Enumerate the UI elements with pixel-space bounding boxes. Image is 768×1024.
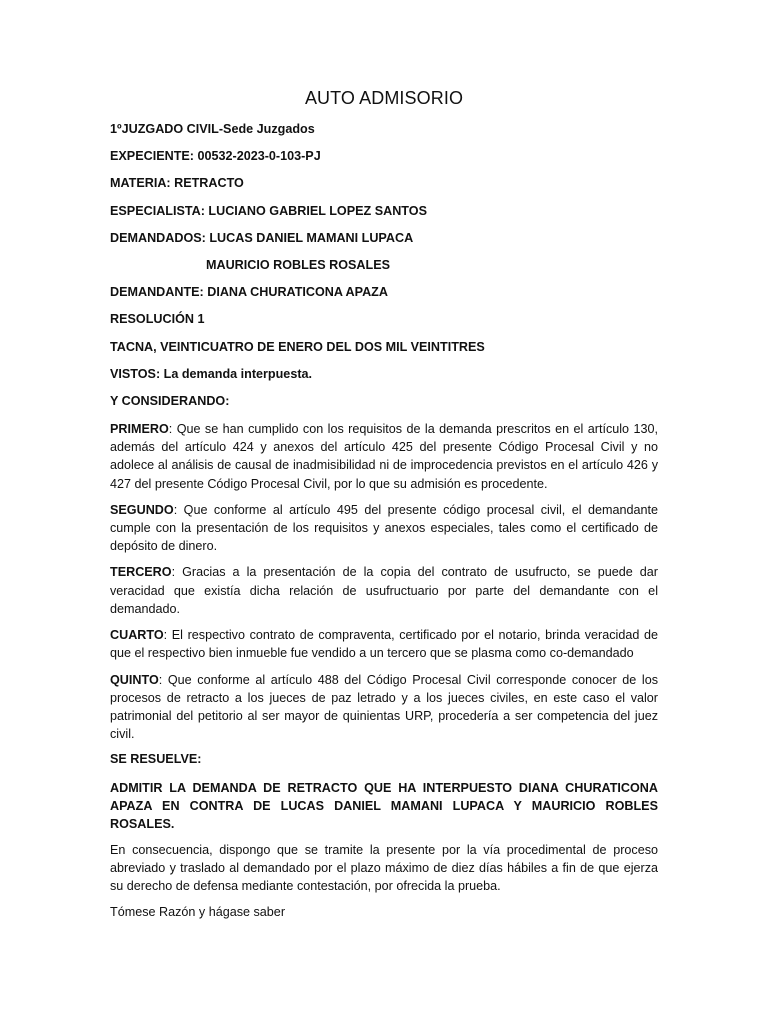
consideration-text: : Que se han cumplido con los requisitos de la demanda prescritos en el artículo 130, además del artículo 424 y anexos del artículo 425 del presente Código Procesal Civil y no adolece al análisis de causal de inadmisibilidad ni de improcedencia previstos en el artículo 426 y 427 del presente Código Procesal Civil, por lo que su admisión es procedente. (110, 422, 658, 491)
specialist-line: ESPECIALISTA: LUCIANO GABRIEL LOPEZ SANTOS (110, 203, 427, 218)
court-line: 1ºJUZGADO CIVIL-Sede Juzgados (110, 122, 315, 136)
place-date-line: TACNA, VEINTICUATRO DE ENERO DEL DOS MIL VEINTITRES (110, 339, 485, 354)
resolves-heading: SE RESUELVE: (110, 752, 202, 767)
consideration-lead: SEGUNDO (110, 502, 174, 517)
consideration-paragraph (110, 501, 658, 556)
closing-line: Tómese Razón y hágase saber (110, 905, 286, 920)
case-number-line: EXPECIENTE: 00532-2023-0-103-PJ (110, 149, 321, 164)
consideration-text: : Que conforme al artículo 495 del presente código procesal civil, el demandante cumple con la presentación de los requisitos y anexos especiales, tales como el certificado de depósito de dinero. (110, 502, 658, 554)
consideration-paragraph (110, 626, 658, 662)
document-title: AUTO ADMISORIO (304, 88, 464, 108)
consideration-lead: QUINTO (110, 672, 159, 687)
subject-line: MATERIA: RETRACTO (110, 176, 244, 191)
consideration-lead: CUARTO (110, 628, 164, 643)
considering-heading: Y CONSIDERANDO: (110, 393, 230, 408)
resolution-number-line: RESOLUCIÓN 1 (110, 312, 205, 327)
consideration-paragraph (110, 420, 658, 493)
vistos-line: VISTOS: La demanda interpuesta. (110, 366, 313, 381)
consideration-text: : El respectivo contrato de compraventa, certificado por el notario, brinda veracidad de que el respectivo bien inmueble fue vendido a un tercero que se plasma como co-demandado (110, 628, 658, 661)
defendants-line: DEMANDADOS: LUCAS DANIEL MAMANI LUPACA (110, 230, 414, 245)
consideration-text: : Gracias a la presentación de la copia del contrato de usufructo, se puede dar veracidad que existía dicha relación de usufructuario por parte del demandante con el demandado. (110, 565, 658, 616)
consideration-lead: TERCERO (110, 565, 172, 580)
consideration-lead: PRIMERO (110, 422, 169, 437)
consideration-text: : Que conforme al artículo 488 del Código Procesal Civil corresponde conocer de los procesos de retracto a los jueces de paz letrado y a los jueces civiles, en este caso el valor patrimonial del petitorio al ser mayor de quinientas URP, procedería a ser competencia del juez civil. (110, 672, 658, 742)
consideration-paragraph (110, 563, 658, 618)
second-defendant-line: MAURICIO ROBLES ROSALES (206, 257, 391, 272)
resolution-text: ADMITIR LA DEMANDA DE RETRACTO QUE HA INTERPUESTO DIANA CHURATICONA APAZA EN CONTRA DE LUCAS DANIEL MAMANI LUPACA Y MAURICIO ROBLES ROSALES. (110, 780, 658, 831)
consequence-paragraph: En consecuencia, dispongo que se tramite la presente por la vía procedimental de proceso abreviado y traslado al demandado por el plazo máximo de diez días hábiles a fin de que ejerza su derecho de defensa mediante contestación, por ofrecida la prueba. (110, 842, 658, 893)
plaintiff-line: DEMANDANTE: DIANA CHURATICONA APAZA (110, 285, 388, 300)
consideration-paragraph (110, 671, 658, 744)
